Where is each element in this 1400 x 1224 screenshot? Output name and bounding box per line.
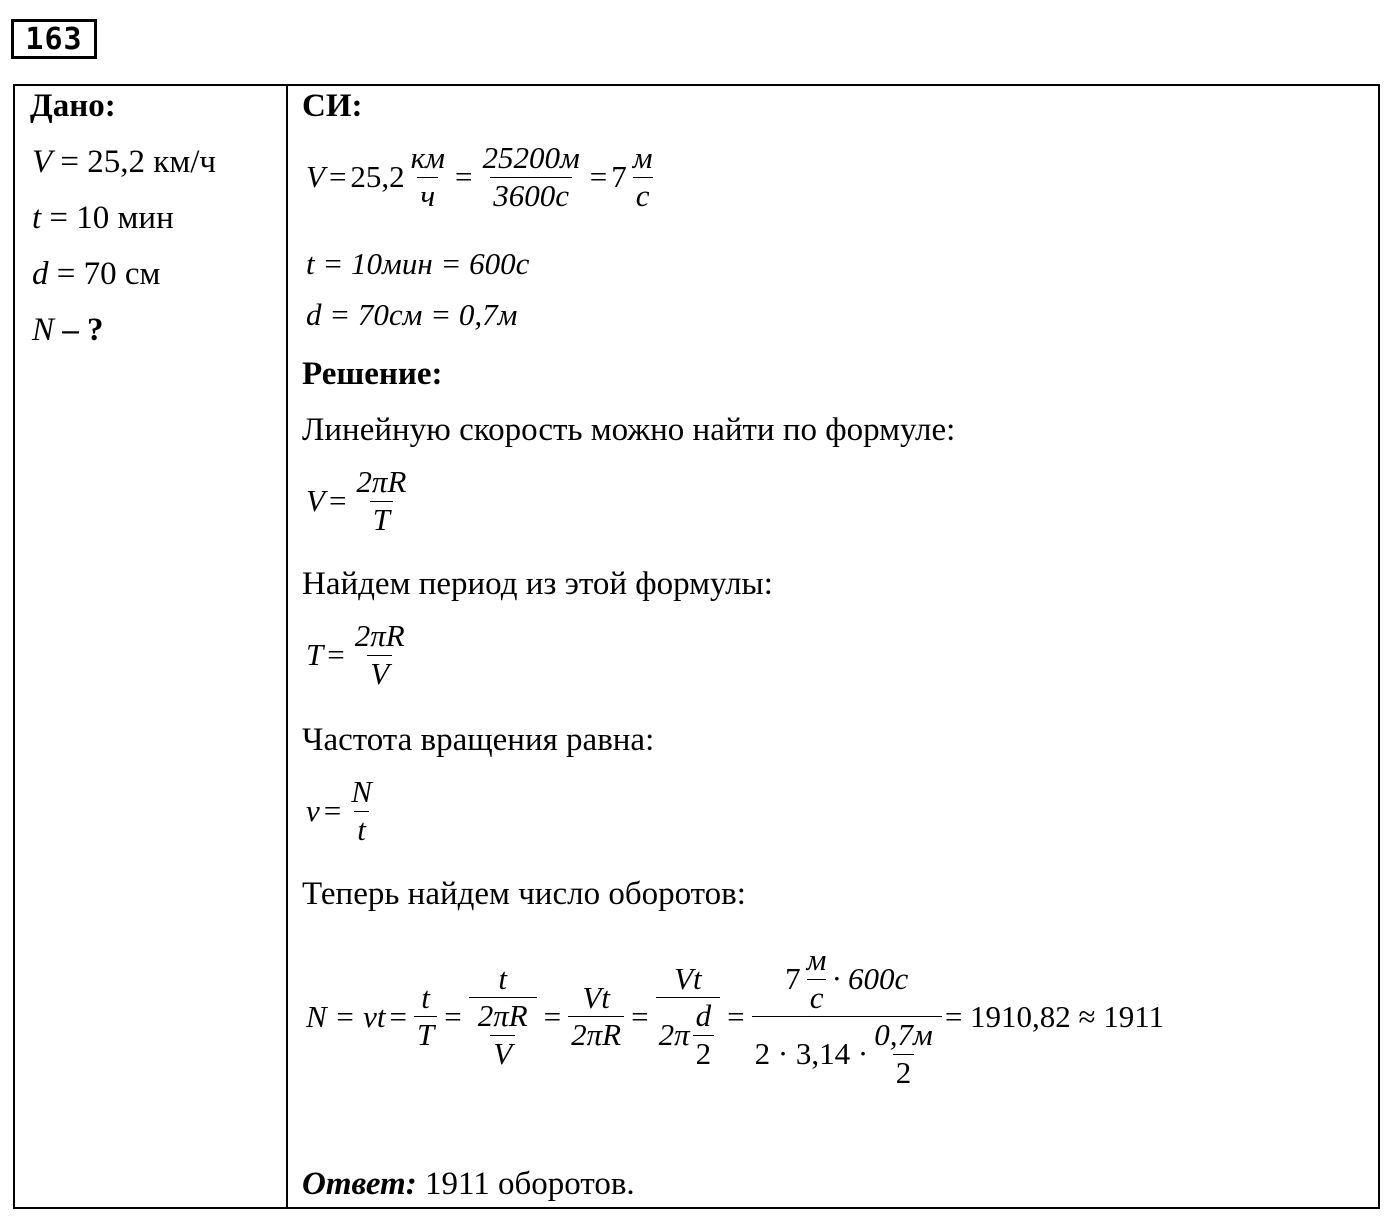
formula-linear-speed: V = $\frac{2\pi R}{T}$ (306, 464, 407, 537)
given-velocity: V = 25,2 км/ч (32, 144, 216, 180)
formula-revolutions: N = νt = $\frac{t}{T}$ = $\frac{t}{\frac{2\pi R}{V}}$ = $\frac{Vt}{2\pi R}$ = Vt 2π $\frac{d}{2}$ = 7 $\frac{м}{с}$ · 600с 2 · 3,14 · $\frac{0,7м}{2}$ = 1910,82 ≈ 1911 (306, 942, 1165, 1090)
formula-frequency: ν = $\frac{N}{t}$ (306, 774, 372, 847)
solution-text-3: Частота вращения равна: (302, 722, 655, 758)
si-time-conversion: t = 10мин = 600с (306, 246, 530, 281)
si-heading: СИ: (302, 88, 363, 124)
solution-text-1: Линейную скорость можно найти по формуле: (302, 412, 956, 448)
problem-number: 163 (11, 19, 97, 59)
solution-text-4: Теперь найдем число оборотов: (302, 876, 746, 912)
column-divider (286, 84, 288, 1209)
given-heading: Дано: (30, 88, 116, 124)
si-velocity-conversion: V = 25,2 $\frac{км}{ч}$ = $\frac{25200м}{3600с}$ = 7 $\frac{м}{с}$ (306, 140, 653, 213)
formula-period: T = $\frac{2\pi R}{V}$ (306, 618, 405, 691)
answer-line: Ответ: 1911 оборотов. (302, 1166, 635, 1202)
given-unknown: N – ? (32, 312, 104, 348)
solution-heading: Решение: (302, 356, 443, 392)
si-diameter-conversion: d = 70см = 0,7м (306, 297, 518, 332)
given-time: t = 10 мин (32, 200, 174, 236)
given-diameter: d = 70 см (32, 256, 161, 292)
solution-text-2: Найдем период из этой формулы: (302, 566, 773, 602)
